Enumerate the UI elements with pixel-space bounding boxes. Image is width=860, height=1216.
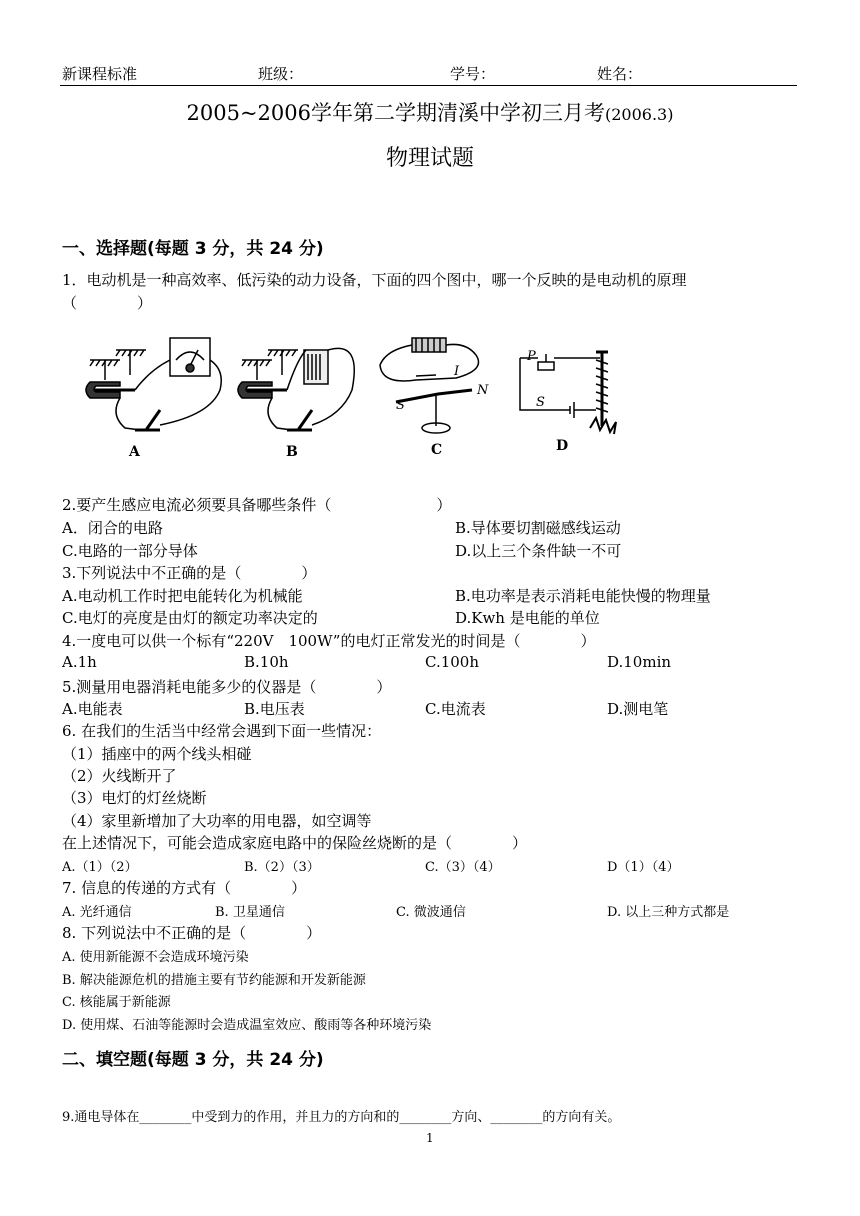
q8-text: 8. 下列说法中不正确的是（ ） (62, 924, 322, 942)
q6-item-3: （3）电灯的灯丝烧断 (62, 789, 207, 807)
q7-option-d: D. 以上三种方式都是 (607, 905, 730, 920)
q4-option-c: C.100h (425, 653, 480, 671)
q7-option-a: A. 光纤通信 (62, 905, 132, 920)
q6-option-b: B.（2）（3） (244, 860, 320, 875)
page-number: 1 (426, 1131, 434, 1145)
q1-text: 1．电动机是一种高效率、低污染的动力设备，下面的四个图中，哪一个反映的是电动机的原理 (62, 271, 687, 289)
figure-c-label: C (431, 442, 443, 458)
q3-option-a: A.电动机工作时把电能转化为机械能 (62, 587, 303, 605)
q2-text: 2.要产生感应电流必须要具备哪些条件（ ） (62, 496, 452, 514)
q7-option-c: C. 微波通信 (396, 905, 466, 920)
figure-c-current-label: I (454, 364, 460, 379)
q9-text: 9.通电导体在________中受到力的作用，并且力的方向和的________方向、________的方向有关。 (62, 1110, 621, 1125)
figure-b (238, 348, 354, 430)
q5-option-b: B.电压表 (244, 700, 305, 718)
section2-heading: 二、填空题(每题 3 分，共 24 分) (62, 1050, 324, 1070)
exam-title-main: 2005~2006学年第二学期清溪中学初三月考 (186, 101, 605, 125)
figure-b-label: B (286, 444, 298, 460)
q7-option-b: B. 卫星通信 (215, 905, 285, 920)
q4-option-b: B.10h (244, 653, 289, 671)
section1-heading: 一、选择题(每题 3 分，共 24 分) (62, 239, 324, 259)
q3-text: 3.下列说法中不正确的是（ ） (62, 564, 317, 582)
figure-a-label: A (129, 444, 140, 460)
q3-option-b: B.电功率是表示消耗电能快慢的物理量 (455, 587, 711, 605)
q6-item-4: （4）家里新增加了大功率的用电器，如空调等 (62, 812, 372, 830)
q1-answer-paren: （ ） (62, 294, 153, 312)
q6-option-c: C.（3）（4） (425, 860, 501, 875)
q8-option-a: A. 使用新能源不会造成环境污染 (62, 950, 249, 965)
q6-option-a: A.（1）（2） (62, 860, 138, 875)
q2-option-c: C.电路的一部分导体 (62, 542, 198, 560)
q6-item-2: （2）火线断开了 (62, 767, 177, 785)
q1-figures (80, 330, 640, 460)
q6-item-1: （1）插座中的两个线头相碰 (62, 745, 252, 763)
q2-option-d: D.以上三个条件缺一不可 (455, 542, 622, 560)
q4-option-a: A.1h (62, 653, 97, 671)
q2-option-b: B.导体要切割磁感线运动 (455, 519, 621, 537)
q4-text: 4.一度电可以供一个标有“220V 100W”的电灯正常发光的时间是（ ） (62, 632, 596, 650)
q8-option-c: C. 核能属于新能源 (62, 995, 171, 1010)
q5-option-d: D.测电笔 (607, 700, 669, 718)
exam-title (0, 97, 860, 127)
q3-option-c: C.电灯的亮度是由灯的额定功率决定的 (62, 609, 318, 627)
student-name-label: 姓名： (597, 65, 643, 83)
figure-c-north-label: N (477, 383, 489, 398)
q2-option-a: A．闭合的电路 (62, 519, 163, 537)
q7-text: 7. 信息的传递的方式有（ ） (62, 879, 307, 897)
exam-title-date: (2006.3) (605, 105, 674, 124)
class-label: 班级： (258, 65, 304, 83)
figure-c-south-label: S (396, 398, 405, 413)
figure-d (520, 352, 616, 434)
figure-d-s-label: S (536, 395, 545, 410)
q6-question: 在上述情况下，可能会造成家庭电路中的保险丝烧断的是（ ） (62, 834, 528, 852)
q5-option-a: A.电能表 (62, 700, 123, 718)
q6-option-d: D（1）（4） (607, 860, 680, 875)
course-label: 新课程标准 (62, 65, 138, 83)
q5-text: 5.测量用电器消耗电能多少的仪器是（ ） (62, 678, 392, 696)
figure-c (380, 338, 479, 433)
header-rule (60, 85, 797, 86)
q8-option-d: D. 使用煤、石油等能源时会造成温室效应、酸雨等各种环境污染 (62, 1018, 432, 1033)
q5-option-c: C.电流表 (425, 700, 486, 718)
q3-option-d: D.Kwh 是电能的单位 (455, 609, 600, 627)
q8-option-b: B. 解决能源危机的措施主要有节约能源和开发新能源 (62, 973, 366, 988)
exam-subject: 物理试题 (385, 146, 474, 171)
figure-a (86, 338, 221, 430)
q6-text: 6. 在我们的生活当中经常会遇到下面一些情况： (62, 722, 382, 740)
q4-option-d: D.10min (607, 653, 672, 671)
figure-d-label: D (556, 438, 569, 454)
student-id-label: 学号： (450, 65, 496, 83)
figure-d-p-label: P (527, 349, 536, 364)
